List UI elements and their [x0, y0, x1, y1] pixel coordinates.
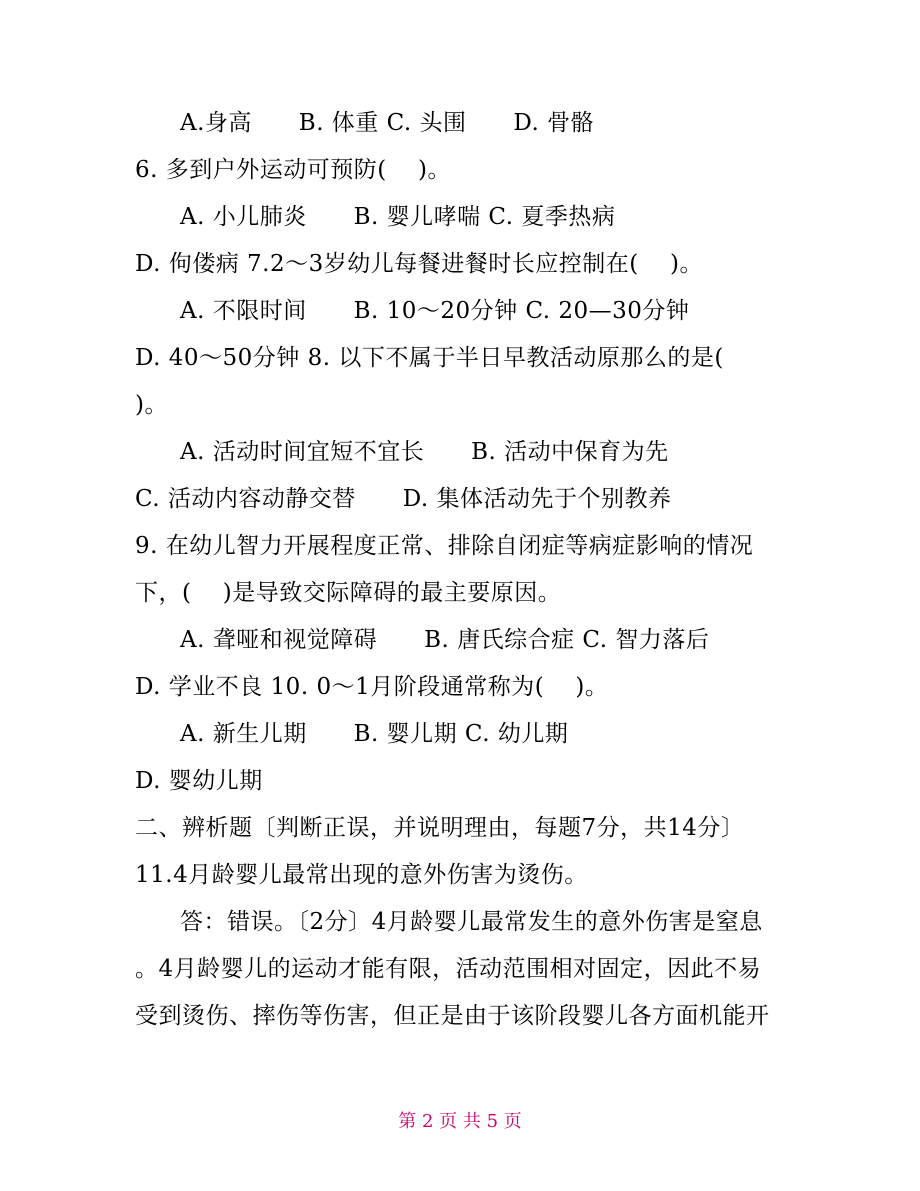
text-line-5: A. 不限时间 B. 10～20分钟 C. 20—30分钟: [180, 298, 690, 324]
question-8: D. 40～50分钟 8. 以下不属于半日早教活动原那么的是(: [135, 345, 724, 371]
text-line-1: A.身高 B. 体重 C. 头围 D. 骨骼: [180, 110, 595, 136]
text-line-12: A. 聋哑和视觉障碍 B. 唐氏综合症 C. 智力落后: [180, 627, 710, 653]
text-line-14: A. 新生儿期 B. 婴儿期 C. 幼儿期: [180, 721, 569, 747]
text-line-11: 下，( )是导致交际障碍的最主要原因。: [135, 580, 562, 606]
question-7: D. 佝偻病 7.2～3岁幼儿每餐进餐时长应控制在( )。: [135, 251, 703, 277]
answer-line-1: 答：错误。〔2分〕4月龄婴儿最常发生的意外伤害是窒息: [180, 909, 763, 935]
question-6: 6. 多到户外运动可预防( )。: [135, 157, 451, 183]
answer-line-3: 受到烫伤、摔伤等伤害，但正是由于该阶段婴儿各方面机能开: [135, 1003, 770, 1029]
text-line-9: C. 活动内容动静交替 D. 集体活动先于个别教养: [135, 486, 672, 512]
question-9: 9. 在幼儿智力开展程度正常、排除自闭症等病症影响的情况: [135, 533, 754, 559]
question-10: D. 学业不良 10. 0～1月阶段通常称为( )。: [135, 674, 609, 700]
text-line-15: D. 婴幼儿期: [135, 768, 263, 794]
question-11: 11.4月龄婴儿最常出现的意外伤害为烫伤。: [135, 862, 588, 888]
text-line-7: )。: [135, 392, 168, 418]
section-heading: 二、辨析题〔判断正误，并说明理由，每题7分，共14分〕: [135, 815, 745, 841]
answer-line-2: 。4月龄婴儿的运动才能有限，活动范围相对固定，因此不易: [135, 956, 762, 982]
text-line-3: A. 小儿肺炎 B. 婴儿哮喘 C. 夏季热病: [180, 204, 616, 230]
page-number-footer: 第 2 页 共 5 页: [398, 1111, 522, 1132]
text-line-8: A. 活动时间宜短不宜长 B. 活动中保育为先: [180, 439, 669, 465]
